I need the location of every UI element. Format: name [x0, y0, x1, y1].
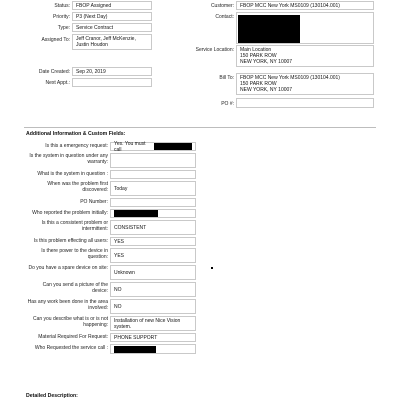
po-field[interactable] [236, 98, 374, 108]
redaction-bar [114, 346, 156, 353]
date-created-field[interactable]: Sep 20, 2019 [72, 67, 152, 76]
custom-field-value[interactable] [110, 316, 196, 331]
bill-to-line: 150 PARK ROW [240, 81, 277, 87]
custom-field-label: Is this problem effecting all users: [33, 238, 108, 244]
custom-field-label: When was the problem first discovered: [47, 181, 108, 193]
custom-field-value-text: Installation of new Nice Vision system. [114, 317, 181, 330]
custom-fields-title: Additional Information & Custom Fields: [26, 131, 126, 137]
contact-label: Contact: [215, 14, 234, 20]
custom-field-value[interactable] [110, 237, 196, 246]
bill-to-line: NEW YORK, NY 10007 [240, 87, 293, 93]
custom-field-value[interactable] [110, 181, 196, 196]
customer-field[interactable]: FBOP MCC New York MS0109 (130104.001) [236, 1, 374, 10]
next-appt-field[interactable] [72, 78, 152, 87]
custom-field-label: Can you send a picture of the device: [42, 282, 108, 294]
custom-field-value-text: YES [114, 252, 125, 259]
date-created-label: Date Created: [38, 69, 70, 75]
custom-field-label: Who reported the problem initially: [32, 210, 108, 216]
custom-field-value-text: Today [114, 185, 128, 192]
type-label: Type: [57, 25, 70, 31]
service-location-label: Service Location: [195, 47, 234, 53]
custom-field-value[interactable] [110, 170, 196, 179]
custom-field-label: Do you have a spare device on site: [28, 265, 108, 271]
type-field[interactable]: Service Contract [72, 23, 152, 32]
detailed-description-title: Detailed Description: [26, 393, 78, 399]
custom-field-value[interactable] [110, 265, 196, 280]
customer-label: Customer: [210, 3, 234, 9]
assigned-to-field[interactable]: Jeff Cranor, Jeff McKenzie, Justin Houdon [72, 34, 152, 50]
custom-field-value[interactable] [110, 209, 196, 218]
service-location-line: 150 PARK ROW [240, 53, 277, 59]
custom-field-label: Material Required For Request: [38, 334, 108, 340]
redaction-bar [114, 210, 158, 217]
custom-field-value[interactable] [110, 198, 196, 207]
service-location-field[interactable] [236, 45, 374, 67]
custom-field-label: PO Number: [80, 199, 108, 205]
bill-to-field[interactable] [236, 73, 374, 95]
contact-field[interactable] [236, 12, 374, 44]
custom-field-value-text: NO [114, 303, 122, 310]
custom-field-value[interactable] [110, 344, 196, 354]
service-location-line: Main Location [240, 47, 272, 53]
custom-field-label: What is the system in question : [37, 171, 108, 177]
section-divider [24, 127, 376, 128]
custom-field-value[interactable] [110, 248, 196, 263]
custom-field-label: Is this a emergency request: [45, 143, 108, 149]
custom-field-label: Has any work been done in the area involved: [27, 299, 108, 311]
custom-field-value-text: CONSISTENT [114, 224, 147, 231]
custom-field-value-text: YES [114, 238, 125, 245]
custom-field-label: Can you describe what is or is not happening: [32, 316, 108, 328]
custom-field-value[interactable] [110, 282, 196, 297]
custom-field-value-text: Yes. You must call [114, 140, 146, 153]
custom-field-value[interactable] [110, 220, 196, 235]
priority-label: Priority: [53, 14, 70, 20]
bill-to-label: Bill To: [219, 75, 234, 81]
assigned-to-label: Assigned To: [41, 37, 70, 43]
po-label: PO #: [221, 101, 234, 107]
speck-mark [211, 267, 213, 269]
custom-field-value[interactable] [110, 142, 196, 151]
custom-field-value-text: Unknown [114, 269, 135, 276]
service-location-line: NEW YORK, NY 10007 [240, 59, 293, 65]
custom-field-value-text: PHONE SUPPORT [114, 334, 158, 341]
redaction-bar [154, 143, 192, 150]
status-label: Status: [54, 3, 70, 9]
priority-field[interactable]: P3 (Next Day) [72, 12, 152, 21]
custom-field-value[interactable] [110, 333, 196, 342]
custom-field-label: Is the system in question under any warranty: [29, 153, 108, 165]
next-appt-label: Next Appt.: [45, 80, 70, 86]
custom-field-label: Who Requested the service call : [34, 345, 108, 351]
status-field[interactable]: FBOP Assigned [72, 1, 152, 10]
bill-to-line: FBOP MCC New York MS0109 (130104.001) [240, 75, 340, 81]
custom-field-label: Is there power to the device in question: [41, 248, 108, 260]
custom-field-value[interactable] [110, 153, 196, 168]
custom-field-value[interactable] [110, 299, 196, 314]
custom-field-value-text: NO [114, 286, 122, 293]
contact-redaction [238, 15, 300, 43]
custom-field-label: Is this a consistent problem or intermittent: [41, 220, 108, 232]
